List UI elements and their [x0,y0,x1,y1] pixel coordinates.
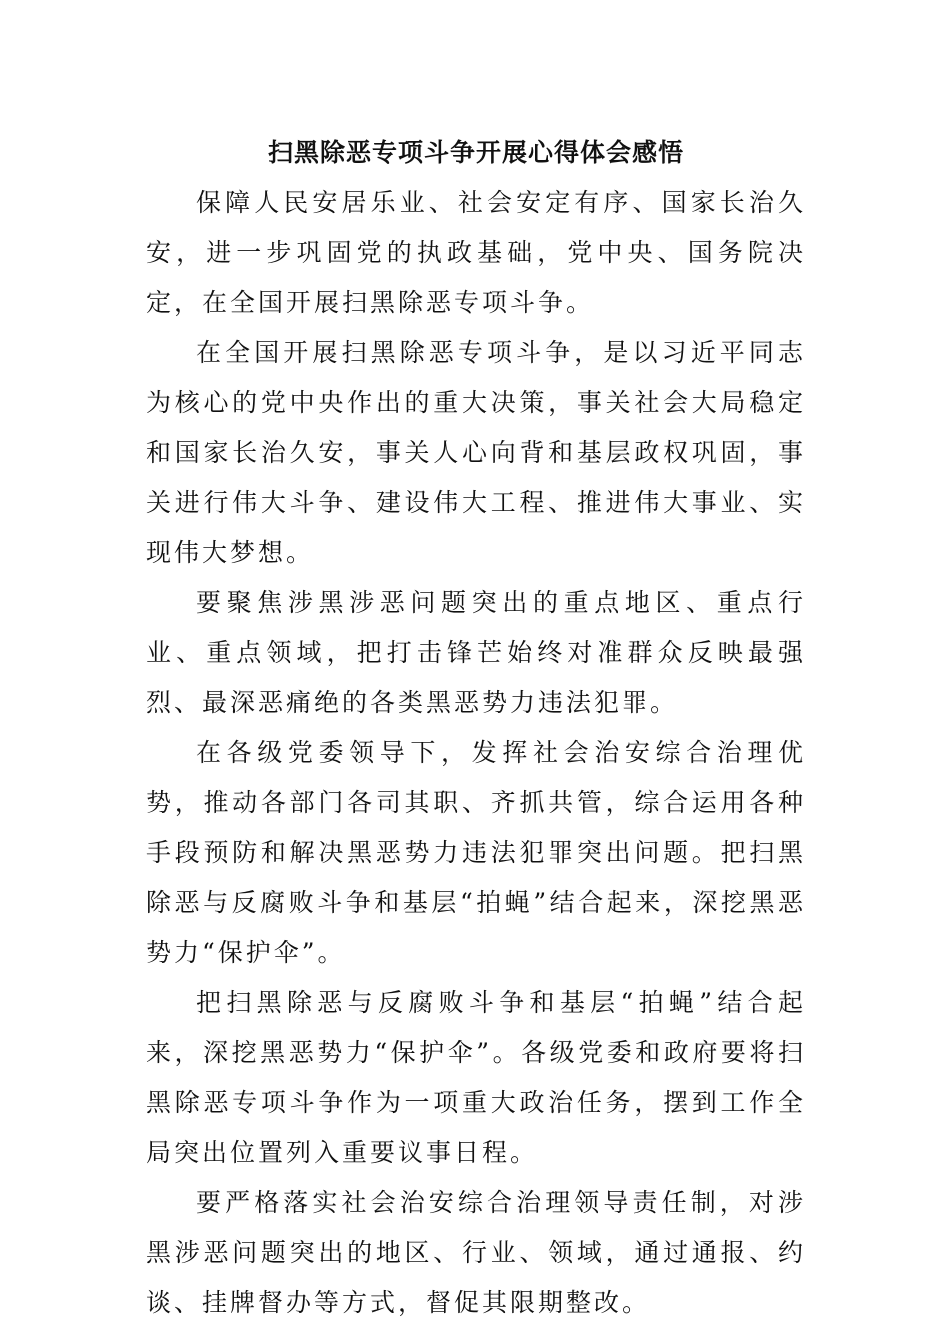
paragraph-4: 在各级党委领导下，发挥社会治安综合治理优势，推动各部门各司其职、齐抓共管，综合运用各种手段预防和解决黑恶势力违法犯罪突出问题。把扫黑除恶与反腐败斗争和基层“拍蝇”结合起来，深挖黑恶势力“保护伞”。 [146,738,806,967]
document-title: 扫黑除恶专项斗争开展心得体会感悟 [267,138,684,167]
paragraph-5: 把扫黑除恶与反腐败斗争和基层“拍蝇”结合起来，深挖黑恶势力“保护伞”。各级党委和政府要将扫黑除恶专项斗争作为一项重大政治任务，摆到工作全局突出位置列入重要议事日程。 [146,988,806,1167]
paragraph-2: 在全国开展扫黑除恶专项斗争，是以习近平同志为核心的党中央作出的重大决策，事关社会大局稳定和国家长治久安，事关人心向背和基层政权巩固，事关进行伟大斗争、建设伟大工程、推进伟大事业、实现伟大梦想。 [146,338,806,567]
document-body [146,128,806,1328]
paragraph-1: 保障人民安居乐业、社会安定有序、国家长治久安，进一步巩固党的执政基础，党中央、国务院决定，在全国开展扫黑除恶专项斗争。 [146,188,806,317]
paragraph-3: 要聚焦涉黑涉恶问题突出的重点地区、重点行业、重点领域，把打击锋芒始终对准群众反映最强烈、最深恶痛绝的各类黑恶势力违法犯罪。 [146,588,806,717]
paragraph-6: 要严格落实社会治安综合治理领导责任制，对涉黑涉恶问题突出的地区、行业、领域，通过通报、约谈、挂牌督办等方式，督促其限期整改。 [146,1188,806,1317]
